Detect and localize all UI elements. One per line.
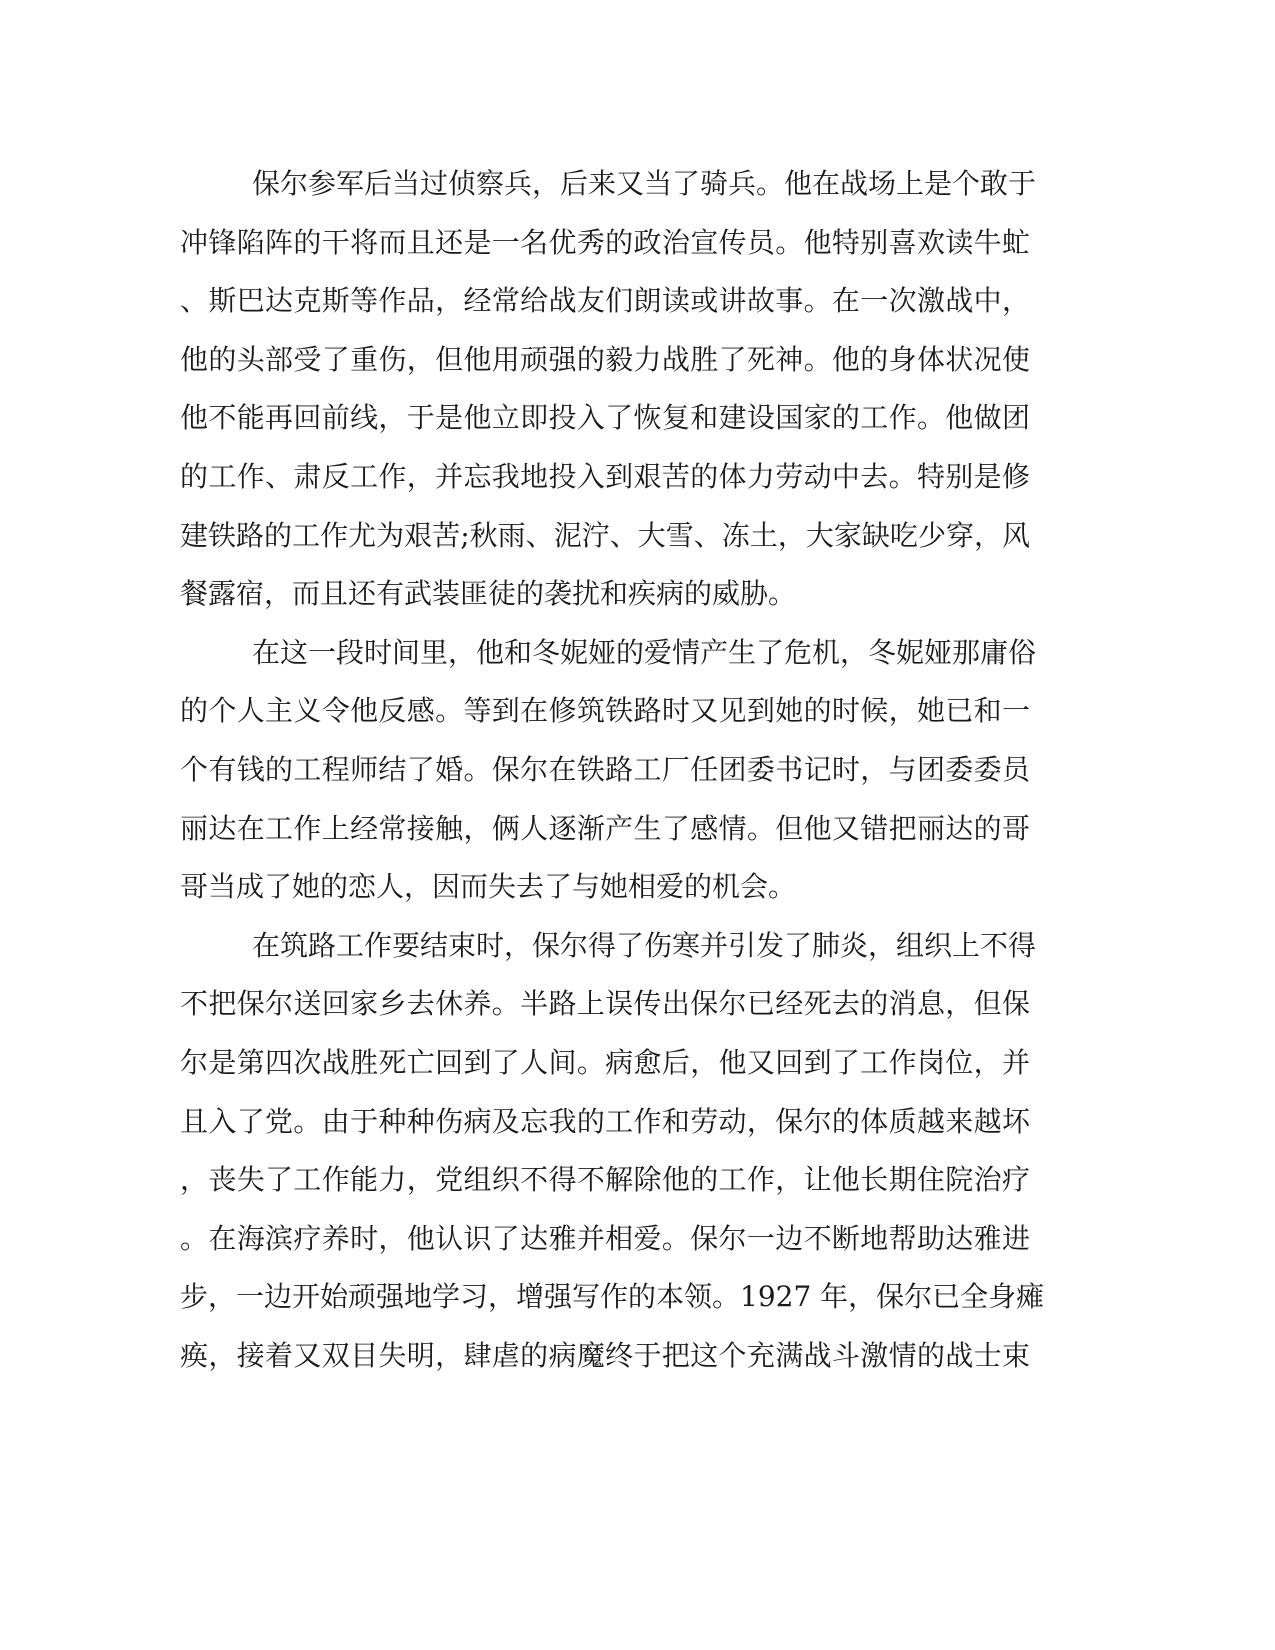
text-line: 他的头部受了重伤，但他用顽强的毅力战胜了死神。他的身体状况使 bbox=[180, 342, 1030, 376]
text-line: 保尔参军后当过侦察兵，后来又当了骑兵。他在战场上是个敢于 bbox=[252, 167, 1037, 200]
text-line: 不把保尔送回家乡去休养。半路上误传出保尔已经死去的消息，但保 bbox=[180, 987, 1030, 1021]
text-line: 的工作、肃反工作，并忘我地投入到艰苦的体力劳动中去。特别是修 bbox=[180, 459, 1030, 493]
text-line: 尔是第四次战胜死亡回到了人间。病愈后，他又回到了工作岗位，并 bbox=[180, 1045, 1030, 1079]
text-line: 冲锋陷阵的干将而且还是一名优秀的政治宣传员。他特别喜欢读牛虻 bbox=[180, 225, 1030, 259]
body-text bbox=[180, 155, 1045, 1385]
text-line: 个有钱的工程师结了婚。保尔在铁路工厂任团委书记时，与团委委员 bbox=[180, 752, 1030, 786]
text-line: 的个人主义令他反感。等到在修筑铁路时又见到她的时候，她已和一 bbox=[180, 694, 1030, 728]
text-line: 、斯巴达克斯等作品，经常给战友们朗读或讲故事。在一次激战中， bbox=[180, 284, 1030, 318]
text-line: 且入了党。由于种种伤病及忘我的工作和劳动，保尔的体质越来越坏 bbox=[180, 1104, 1030, 1138]
text-line: 痪，接着又双目失明，肆虐的病魔终于把这个充满战斗激情的战士束 bbox=[180, 1338, 1030, 1372]
text-line: 建铁路的工作尤为艰苦;秋雨、泥泞、大雪、冻土，大家缺吃少穿，风 bbox=[180, 518, 1030, 552]
text-line: 在筑路工作要结束时，保尔得了伤寒并引发了肺炎，组织上不得 bbox=[252, 928, 1037, 962]
text-line: 步，一边开始顽强地学习，增强写作的本领。1927 年，保尔已全身瘫 bbox=[180, 1280, 1045, 1314]
text-line: 。在海滨疗养时，他认识了达雅并相爱。保尔一边不断地帮助达雅进 bbox=[180, 1221, 1030, 1255]
text-line: 哥当成了她的恋人，因而失去了与她相爱的机会。 bbox=[180, 870, 797, 904]
text-line: 丽达在工作上经常接触，俩人逐渐产生了感情。但他又错把丽达的哥 bbox=[180, 811, 1030, 845]
text-line: 餐露宿，而且还有武装匪徒的袭扰和疾病的威胁。 bbox=[180, 577, 797, 611]
text-line: 他不能再回前线，于是他立即投入了恢复和建设国家的工作。他做团 bbox=[180, 401, 1030, 435]
text-line: 在这一段时间里，他和冬妮娅的爱情产生了危机，冬妮娅那庸俗 bbox=[252, 635, 1037, 669]
text-line: ，丧失了工作能力，党组织不得不解除他的工作，让他长期住院治疗 bbox=[180, 1163, 1030, 1197]
